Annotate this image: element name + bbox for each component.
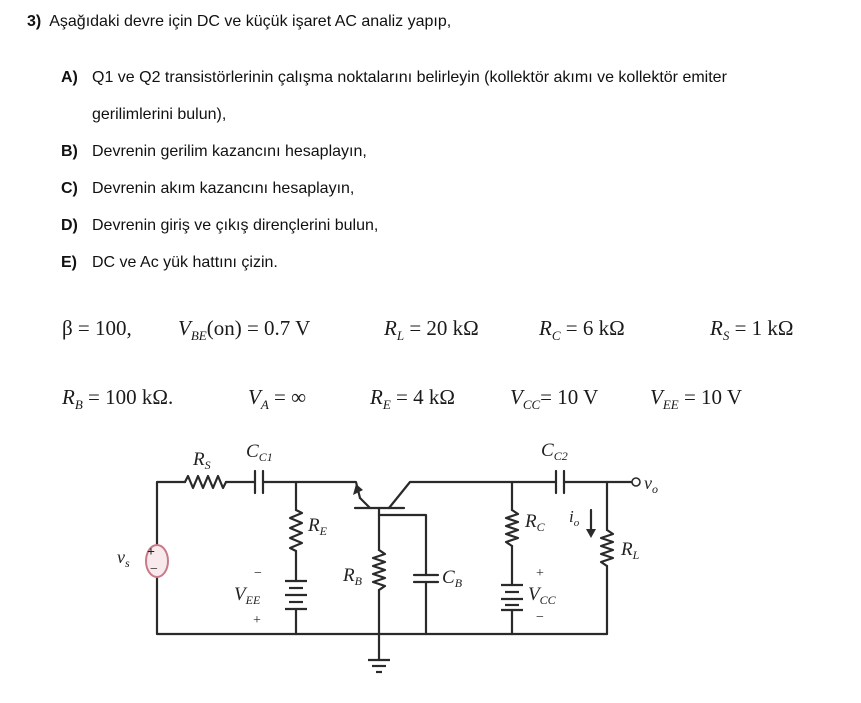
q2-collector-lead bbox=[389, 482, 556, 508]
output-terminal bbox=[632, 478, 640, 486]
param-vbe: $V_{BE}(on) = 0.7$ V bbox=[178, 316, 311, 343]
item-d-text: Devrenin giriş ve çıkış dirençlerini bulun, bbox=[92, 217, 379, 234]
item-b-label: B) bbox=[61, 143, 78, 160]
rl-resistor bbox=[601, 530, 613, 566]
cc2-capacitor bbox=[556, 471, 564, 493]
rb-resistor bbox=[373, 550, 385, 590]
ground-symbol bbox=[368, 660, 390, 672]
cc1-label: $C_{C1}$ bbox=[246, 441, 273, 464]
vs-plus: + bbox=[147, 545, 155, 560]
param-beta: β = 100, bbox=[62, 316, 132, 340]
rc-label: $R_C$ bbox=[525, 511, 545, 534]
vee-battery bbox=[285, 581, 307, 609]
item-c-label: C) bbox=[61, 180, 78, 197]
vcc-battery bbox=[501, 585, 523, 610]
vee-minus: − bbox=[254, 566, 262, 581]
item-e-text: DC ve Ac yük hattını çizin. bbox=[92, 254, 278, 271]
q1-emitter-lead bbox=[360, 498, 370, 508]
cc1-capacitor bbox=[255, 471, 263, 493]
param-rc: $R_C = 6$ kΩ bbox=[539, 316, 625, 343]
rl-label: $R_L$ bbox=[621, 539, 640, 562]
param-rs: $R_S = 1$ kΩ bbox=[710, 316, 794, 343]
question-text: Aşağıdaki devre için DC ve küçük işaret AC analiz yapıp, bbox=[49, 13, 452, 30]
rs-resistor bbox=[185, 476, 226, 488]
item-e-label: E) bbox=[61, 254, 77, 271]
param-rb: $R_B = 100$ kΩ. bbox=[62, 385, 174, 412]
vcc-plus: + bbox=[536, 566, 544, 581]
param-vcc: $V_{CC}= 10$ V bbox=[510, 385, 599, 412]
vs-label: $v_s$ bbox=[117, 547, 130, 570]
io-label: $i_o$ bbox=[569, 507, 580, 529]
re-label: $R_E$ bbox=[308, 515, 327, 538]
rb-label: $R_B$ bbox=[343, 565, 362, 588]
item-a-text-cont: gerilimlerini bulun), bbox=[92, 106, 227, 123]
base-wire bbox=[379, 508, 426, 575]
wire-cc1-emitter bbox=[263, 482, 360, 498]
vs-minus: − bbox=[150, 562, 158, 577]
rs-label: $R_S$ bbox=[193, 449, 211, 472]
vo-label: $v_o$ bbox=[644, 473, 658, 496]
vcc-label: $V_{CC}$ bbox=[528, 584, 556, 607]
param-vee: $V_{EE} = 10$ V bbox=[650, 385, 743, 412]
param-rl: $R_L = 20$ kΩ bbox=[384, 316, 479, 343]
item-b-text: Devrenin gerilim kazancını hesaplayın, bbox=[92, 143, 367, 160]
param-va: $V_A$ = ∞ bbox=[248, 385, 307, 412]
item-d-label: D) bbox=[61, 217, 78, 234]
cb-label: $C_B$ bbox=[442, 567, 463, 590]
param-re: $R_E = 4$ kΩ bbox=[370, 385, 455, 412]
item-a-text: Q1 ve Q2 transistörlerinin çalışma noktalarını belirleyin (kollektör akımı ve kollektör emiter bbox=[92, 69, 727, 86]
item-a-label: A) bbox=[61, 69, 78, 86]
vcc-minus: − bbox=[536, 610, 544, 625]
item-c-text: Devrenin akım kazancını hesaplayın, bbox=[92, 180, 355, 197]
question-number: 3) bbox=[27, 13, 42, 30]
wire-source-top bbox=[157, 482, 185, 552]
cc2-label: $C_{C2}$ bbox=[541, 440, 568, 463]
io-arrowhead bbox=[586, 529, 596, 538]
rc-resistor bbox=[506, 510, 518, 546]
re-resistor bbox=[290, 510, 302, 551]
vee-label: $V_{EE}$ bbox=[234, 584, 261, 607]
vee-plus: + bbox=[253, 613, 261, 628]
